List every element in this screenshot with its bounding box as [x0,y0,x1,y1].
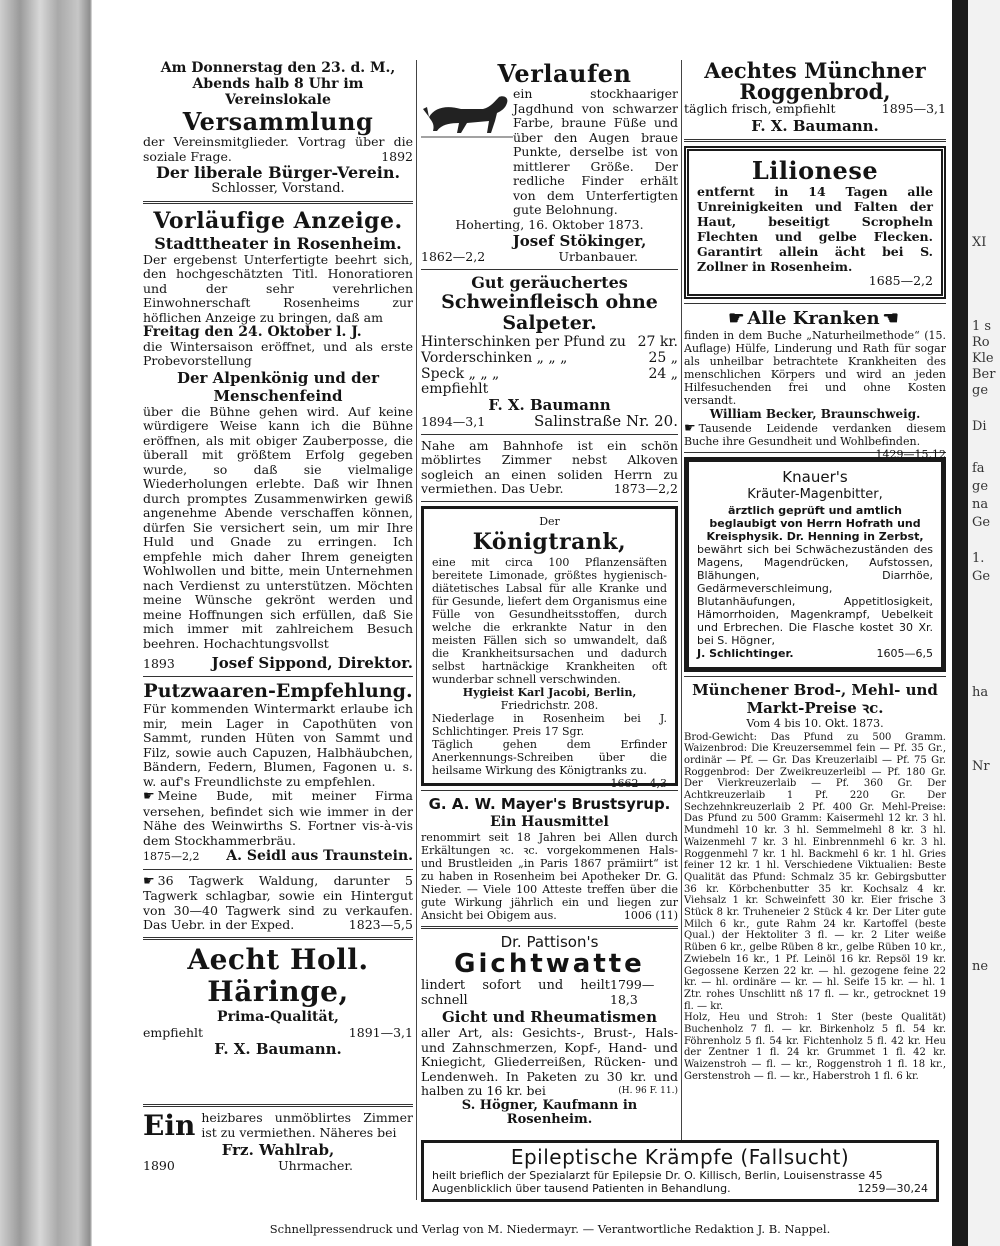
ad-knauer [684,457,946,673]
prices-body: Brod-Gewicht: Das Pfund zu 500 Gramm. Waizenbrod: Die Kreuzersemmel fein — Pf. 35 Gr., ordinär — Pf. — Gr. Das Kreuzerlaibl — Pf. 75 Gr. Roggenbrod: Der Zweikreuzerleibl — Pf. 180 Gr. Der Vierkreuzerlaib — Pf. 360 Gr. Der Achtkreuzerlaib 1 Pf. 220 Gr. Der Sechzehnkreuzerlaib 2 Pf. 400 Gr. Mehl-Preise: Das Pfund zu 500 Gramm: Kaisermehl 12 kr. 3 hl. Mundmehl 10 kr. 3 hl. Semmelmehl 8 kr. 3 hl. Waizenmehl 7 kr. 3 hl. Einbrennmehl 6 kr. 3 hl. Roggenmehl 7 kr. 1 hl. Backmehl 6 kr. 1 hl. Gries feiner 12 kr. 1 hl. Verschiedene Viktualien: Beste Qualität das Pfund: Schmalz 35 kr. Gebirgsbutter 36 kr. Körbchenbutter 35 kr. Kochsalz 4 kr. Viehsalz 1 kr. Schweinfett 30 kr. Eier frische 3 Stück 8 kr. Truheneier 2 Stück 4 kr. Der Liter gute Milch 6 kr., gute Rahm 24 kr. Kartoffel (beste Qual.) der Hektoliter 3 fl. — kr. 2 Liter weiße Rüben 6 kr., gelbe Rüben 8 kr., gelbe Rüben 10 kr., Zwiebeln 16 kr., 1 Pf. Leinöl 16 kr. Repsöl 19 kr. Gegossene Kerzen 22 kr. — hl. gezogene feine 22 kr. — hl. ordinäre — kr. — hl. Seife 15 kr. — hl. 1 Ztr. rohes Unschlitt nß 17 fl. — kr., getrocknet 19 fl. — kr. [684,731,946,1012]
ad-footer [143,654,413,672]
ad-text: lindert sofort und heilt schnell [421,978,611,1008]
ad-body [143,874,413,933]
next-page-text: ne [972,959,989,974]
ad-job: Urbanbauer. [558,249,638,264]
ad-body: Der ergebenst Unterfertigte beehrt sich, den hochgeschätzten Titl. Honoratioren und der sehr verehrlichen Einwohnerschaft Rosenheims zur höflichen Anzeige zu bringen, daß am [143,251,413,325]
ad-text: aller Art, als: Gesichts-, Brust-, Hals- und Zahnschmerzen, Kopf-, Hand- und Kniegicht, Gliederreißen, Rücken- und Lendenweh. In Paketen zu 30 kr. und halben zu 16 kr. bei [421,1025,678,1098]
ad-number: 1891—3,1 [348,1024,413,1040]
pointing-hand-icon: ☛ [684,420,696,436]
ad-body: Augenblicklich über tausend Patienten in Behandlung. [432,1182,731,1195]
ad-signature: F. X. Baumann. [751,116,879,135]
ad-theater [143,208,413,673]
ad-zimmer-wahlrab [143,1100,413,1174]
item-name: Hinterschinken per Pfund zu [421,333,626,350]
ad-title: Roggenbrod, [739,79,891,104]
ad-signature: Josef Sippond, Direktor. [211,654,413,672]
ad-depot: Niederlage in Rosenheim bei J. Schlichtinger. Preis 17 Sgr. [432,712,667,738]
ad-title: Königtrank, [472,529,627,555]
ad-body: über die Bühne gehen wird. Auf keine würdigere Weise kann ich die Bühne eröffnen, als mit obiger Zauberposse, die überall mit größtem Erfolg gegeben wurde, so daß sie vielmalige Wiederholungen erlebte. Daß wir Ihnen durch promptes Zusammenwirken gewiß angenehme Abende verschaffen können, dürfen Sie versichert sein, um mir Ihre Huld und Gnade zu erringen. Ich empfehle mich daher Ihrem geneigten Wohlwollen und bitte, mein Unternehmen nach Verdienst zu unterstützen. Möchten meine Wünsche gekrönt werden und meine Hoffnungen sich erfüllen, daß Sie mich immer mit zahlreichem Besuch beehren. Hochachtungsvollst [143,403,413,651]
divider [143,937,413,940]
next-page-text: ha [972,685,989,700]
ad-koenigtrank [421,506,678,790]
ad-line [421,978,678,1008]
market-prices [684,681,946,1083]
ad-text: 36 Tagwerk Waldung, darunter 5 Tagwerk schlagbar, sowie ein Hintergut von 30—40 Tagwerk sind zu verkaufen. Das Uebr. in der Exped. [143,872,413,932]
section-title: Markt-Preise ꝛc. [746,699,884,717]
ad-place: Hoherting, 16. Oktober 1873. [455,216,644,232]
ad-number: 1894—3,1 [421,414,486,429]
item-name: Speck „ „ „ [421,365,500,382]
ad-initial: Ein [143,1109,196,1142]
dog-icon [421,87,513,145]
book-binding [0,0,92,1246]
ad-body: die Wintersaison eröffnet, und als erste Probevorstellung [143,338,413,368]
ad-title: Versammlung [182,107,374,136]
ad-number: 1259—30,24 [857,1182,928,1195]
ad-text: Täglich gehen dem Erfinder Anerkennungs-Schreiben über die heilsame Wirkung des Königtranks zu. [432,738,667,777]
ad-author: Hygieist Karl Jacobi, Berlin, [462,686,637,699]
ad-play-title: Menschenfeind [213,386,343,405]
item-price: 25 „ [648,349,678,366]
ad-footer [143,1026,413,1041]
ad-signature: F. X. Baumann. [214,1040,342,1058]
ad-signature: Frz. Wahlrab, [221,1141,335,1159]
ad-body [421,1026,678,1099]
ad-putzwaaren [143,681,413,865]
price-row [421,366,678,382]
item-price: 27 kr. [637,333,678,350]
ad-signature: S. Högner, Kaufmann in Rosenheim. [461,1097,638,1127]
ad-number: 1875—2,2 [143,850,200,863]
pointing-hand-icon: ☛ [728,308,745,329]
ad-lilionese [684,146,946,300]
divider [421,926,678,929]
ad-title: Knauer's [782,467,848,486]
ad-body: ein stockhaariger Jagdhund von schwarzer Farbe, braune Füße und über den Augen braue Punkte, derselbe ist von mittlerer Größe. Der redliche Finder erhält von dem Unterfertigten gute Belohnung. [513,86,678,217]
ad-number: 1895—3,1 [881,101,946,116]
next-page-text: Ro [972,335,990,350]
divider [143,869,413,870]
ad-footer [697,647,933,662]
pointing-hand-left-icon: ☚ [882,308,899,329]
ad-text: Meine Bude, mit meiner Firma versehen, befindet sich wie immer in der Nähe des Weinwirths S. Fortner vis-à-vis dem Stockhammerbräu. [143,788,413,848]
ad-title: Gichtwatte [454,949,645,979]
ad-alle-kranken [684,308,946,461]
ad-title: Lilionese [751,155,879,185]
ad-organization: Der liberale Bürger-Verein. [155,163,401,182]
ad-footer [421,414,678,430]
ad-number: 1873—2,2 [613,481,678,496]
ad-signature: A. Seidl aus Traunstein. [226,848,413,864]
ad-text: täglich frisch, empfiehlt [684,101,836,116]
divider [421,501,678,502]
next-page-edge [968,0,1000,1246]
ad-versammlung [143,60,413,197]
ad-subtitle: Stadttheater in Rosenheim. [154,233,402,253]
ad-footer [421,250,678,265]
column-3 [684,58,946,1082]
ad-number: 1890 [143,1158,175,1173]
ad-bahnhof [421,439,678,497]
divider [143,676,413,677]
ad-body [421,439,678,497]
ad-schweinfleisch [421,274,678,430]
next-page-text: Nr [972,759,990,774]
ad-title: Aecht Holl. Häringe, [187,942,369,1008]
prices-body: Holz, Heu und Stroh: 1 Ster (beste Qualität) Buchenholz 7 fl. — kr. Birkenholz 5 fl. 54 kr. Föhrenholz 5 fl. 54 kr. Fichtenholz 5 fl. 42 kr. Heu der Zentner 1 fl. 24 kr. Grummet 1 fl. 42 kr. Waizenstroh — fl. — kr., Roggenstroh 1 fl. 18 kr., Gerstenstroh — fl. — kr., Haberstroh 1 fl. 6 kr. [684,1012,946,1082]
column-rule [681,60,682,1140]
ad-number: 1429—15,12 [875,447,946,461]
next-page-text: XI [972,235,987,250]
ad-body: Für kommenden Wintermarkt erlaube ich mir, mein Lager in Capothüten von Sammt, runden Hüten von Sammt und Filz, sowie auch Capuzen, Halbhäubchen, Bändern, Federn, Blumen, Fagonen u. s. w. auf's Freundlichste zu empfehlen. [143,701,413,789]
ad-haringe [143,944,413,1059]
ad-roggenbrod [684,60,946,135]
next-page-text: ge [972,383,989,398]
ad-number: 1892 [381,148,413,164]
ad-intro: Am Donnerstag den 23. d. M., [160,60,396,76]
ad-number: 1605—6,5 [876,646,933,660]
ad-body [143,789,413,848]
ad-number: 1823—5,5 [348,917,413,932]
ad-signature: Josef Stökinger, [512,232,647,250]
ad-number: 1799—18,3 [610,977,655,1007]
divider [421,790,678,791]
next-page-text: na [972,497,989,512]
ad-pattison [421,933,678,1128]
next-page-text: Ge [972,569,991,584]
next-page-text: fa [972,461,985,476]
ad-footer [143,1159,413,1174]
ad-play-title: Der Alpenkönig und der [176,368,380,387]
ad-waldung [143,874,413,933]
ad-body [432,738,667,790]
item-name: Vorderschinken „ „ „ [421,349,568,366]
imprint-footer: Schnellpressendruck und Verlag von M. Niedermayr. — Verantwortliche Redaktion J. B. Nappel. [269,1222,831,1236]
ad-title: Schweinfleisch ohne Salpeter. [441,290,658,334]
ad-signature: F. X. Baumann [488,396,611,414]
divider [143,201,413,204]
ad-text: der Vereinsmitglieder. Vortrag über die soziale Frage. [143,134,413,164]
ad-mayer [421,795,678,922]
next-page-text: Ge [972,515,991,530]
ad-text: empfiehlt [421,380,489,397]
ad-title: Alle Kranken [747,308,880,329]
ad-number: 1862—2,2 [421,249,486,264]
ad-title: Dr. Pattison's [500,933,599,951]
ad-code: (H. 96 F. 11.) [618,1086,678,1096]
ad-body: heilt brieflich der Spezialarzt für Epilepsie Dr. O. Killisch, Berlin, Louisenstrasse 45 [432,1169,883,1182]
ad-address: Salinstraße Nr. 20. [533,412,678,430]
ad-title-row [684,308,946,329]
ad-intro: Abends halb 8 Uhr im Vereinslokale [192,76,364,108]
ad-title: Gut geräuchertes [471,272,628,292]
ad-text: empfiehlt [143,1024,204,1040]
next-page-text: 1 s [972,319,992,334]
next-page-text: ge [972,479,989,494]
divider [421,434,678,435]
ad-body: entfernt in 14 Tagen alle Unreinigkeiten und Falten der Haut, beseitigt Scropheln Flechten und gelbe Flecken. Garantirt allein ächt bei S. Zollner in Rosenheim. [697,183,933,274]
pointing-hand-icon: ☛ [143,873,155,889]
ad-title: Epileptische Krämpfe (Fallsucht) [510,1145,850,1169]
ad-number: 1893 [143,656,175,671]
ad-verlaufen [421,60,678,265]
ad-body: bewährt sich bei Schwächezuständen des Magens, Magendrücken, Aufstossen, Blähungen, Diarrhöe, Gedärmeverschleimung, Blutanhäufungen, Appetitlosigkeit, Hämorrhoiden, Magenkrampf, Uebelkeit und Erbrechen. Die Flasche kostet 30 Xr. bei S. Högner, [697,542,933,647]
ad-subtitle: Gicht und Rheumatismen [441,1008,658,1026]
ad-signature: William Becker, Braunschweig. [709,407,921,421]
ad-line [684,102,946,117]
ad-title: Aechtes Münchner [704,58,926,83]
ad-title: Verlaufen [497,59,632,88]
next-page-text: Kle [972,351,994,366]
ad-signature: J. Schlichtinger. [697,646,794,660]
section-date: Vom 4 bis 10. Okt. 1873. [746,717,884,730]
ad-footer [143,848,413,865]
ad-text: Tausende Leidende verdanken diesem Buche ihre Gesundheit und Wohlbefinden. [684,421,946,448]
ad-body: heizbares unmöblirtes Zimmer ist zu vermiethen. Näheres bei [201,1110,413,1140]
ad-body [143,135,413,164]
column-2 [421,59,678,1127]
price-row [421,350,678,366]
divider [684,676,946,677]
section-title: Münchener Brod-, Mehl- und [692,681,938,699]
next-page-text: Di [972,419,987,434]
ad-body [684,420,946,461]
next-page-text: Ber [972,367,996,382]
ad-number: 1662—4,3 [610,777,667,790]
ad-address: Friedrichstr. 208. [500,699,599,712]
column-1 [143,60,413,1058]
next-page-text: 1. [972,551,985,566]
price-row [421,334,678,350]
ad-text: renommirt seit 18 Jahren bei Allen durch Erkältungen ꝛc. ꝛc. vorgekommenen Hals- und Brustleiden „in Paris 1867 prämiirt“ ist zu haben in Rosenheim bei Apotheker Dr. G. Nieder. — Viele 100 Atteste treffen über die gute Wirkung jährlich ein und liegen zur Ansicht bei Obigem aus. [421,831,678,922]
pointing-hand-icon: ☛ [143,789,155,804]
ad-text: Nahe am Bahnhofe ist ein schön möblirtes Zimmer nebst Alkoven sogleich an einen soliden Herrn zu vermiethen. Das Uebr. [421,437,678,496]
ad-body [421,831,678,922]
ad-subtitle: Ein Hausmittel [490,814,609,830]
page-gutter [952,0,968,1246]
ad-job: Uhrmacher. [278,1158,353,1173]
ad-title: Vorläufige Anzeige. [153,207,403,234]
ad-intro: Der [539,514,560,528]
ad-content [143,1111,413,1141]
ad-subtitle: Kräuter-Magenbitter, [747,486,883,502]
ad-date: Freitag den 24. Oktober l. J. [143,324,362,340]
ad-signature: Schlosser, Vorstand. [211,181,345,196]
column-rule [416,60,417,1200]
ad-number: 1685—2,2 [868,272,933,288]
ad-fallsucht [421,1140,939,1202]
divider [684,139,946,142]
divider [143,1104,413,1107]
ad-body: finden in dem Buche „Naturheilmethode“ (15. Auflage) Hülfe, Linderung und Rath für sogar als unheilbar betrachtete Krankheiten des menschlichen Körpers und wird an jeden Hilfesuchenden frei und ohne Kosten versandt. [684,329,946,407]
ad-number: 1006 (11) [623,909,678,922]
ad-content [421,87,678,218]
ad-body-bold: ärztlich geprüft und amtlich beglaubigt von Herrn Hofrath und Kreisphysik. Dr. Henning in Zerbst, [706,503,924,543]
divider [421,269,678,270]
ad-body: eine mit circa 100 Pflanzensäften bereitete Limonade, größtes hygienisch-diätetisches Labsal für alle Kranke und für Gesunde, liefert dem Organismus eine Fülle von Gesundheitsstoffen, durch welche die erkrankte Natur in den meisten Fällen sich so umwandelt, daß die Krankheitsursachen und dadurch selbst hartnäckige Krankheiten oft wunderbar schnell verschwinden. [432,556,667,686]
ad-title: Putzwaaren-Empfehlung. [143,680,413,702]
item-price: 24 „ [648,365,678,382]
divider [684,303,946,304]
ad-subtitle: Prima-Qualität, [217,1008,339,1025]
ad-title: G. A. W. Mayer's Brustsyrup. [428,795,671,813]
ad-footer [432,1182,928,1195]
